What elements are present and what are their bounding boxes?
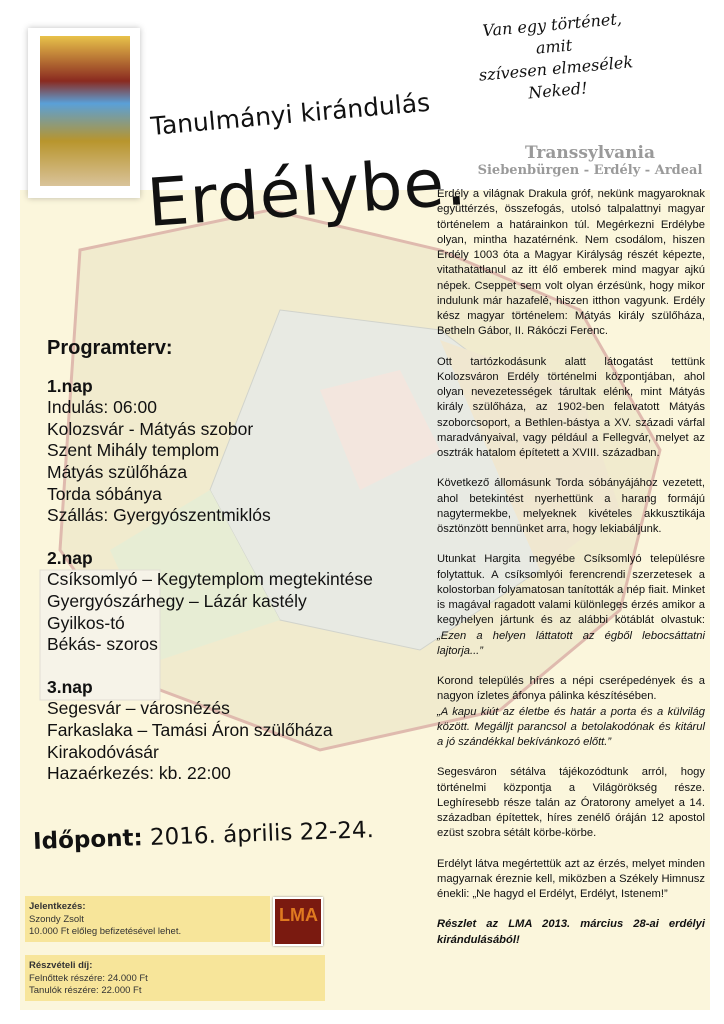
lma-logo <box>273 897 323 946</box>
program-item: Kolozsvár - Mátyás szobor <box>47 418 254 439</box>
story-paragraph: Következő állomásunk Torda sóbányájához vezetett, ahol betekintést nyerhettünk a harang formájú nagytermekbe, melyeknek kivételes akkusztikája ösztönzött bennünket arra, hogy lekiabáljunk. <box>437 477 705 535</box>
story-paragraph: Erdélyt látva megértettük azt az érzés, melyet minden magyarnak éreznie kell, miközben a Székely Himnusz énekli: „Ne hagyd el Erdélyt, Erdélyt, Istenem!” <box>437 857 705 900</box>
story-closing: Részlet az LMA 2013. március 28-ai erdélyi kirándulásából! <box>437 918 705 946</box>
headline: Tanulmányi kirándulás <box>149 87 432 141</box>
registration-line: 10.000 Ft előleg befizetésével lehet. <box>29 926 182 937</box>
program-item: Mátyás szülőháza <box>47 461 188 482</box>
program-item: Farkaslaka – Tamási Áron szülőháza <box>47 719 333 740</box>
story-quote: „A kapu kiút az életbe és határ a porta és a külvilág között. Megálljt parancsol a betolakodónak és kitárul a jó szándékkal bekívánkozó előtt.” <box>437 705 705 748</box>
story-paragraph: Segesváron sétálva tájékozódtunk arról, hogy történelmi központja a Világörökség része. Leghíresebb része talán az Óratorony amelyet a 14. században építettek, híres zenélő óráján 12 apostol ezüst szobra sétált körbe-körbe. <box>437 766 705 840</box>
fee-title: Részvételi díj: <box>29 960 93 971</box>
map-title-main: Transsylvania <box>525 143 655 163</box>
program-item: Indulás: 06:00 <box>47 397 157 418</box>
story-paragraph <box>437 552 705 659</box>
registration-line: Szondy Zsolt <box>29 913 84 925</box>
tagline <box>447 5 664 111</box>
program-item: Szent Mihály templom <box>47 440 220 461</box>
story-paragraph: Ott tartózkodásunk alatt látogatást tettünk Kolozsváron Erdély történelmi központjában, ahol olyan nevezetességek tárultak elénk, mint Mátyás király szülőháza, az 1902-ben felavatott Mátyás szoborcsoport, a Bethlen-bástya a XV. századi várfal maradványaival, vagy például a Fellegvár, melyet az osztrák hatalom építetett a XVIII. században. <box>437 355 705 459</box>
day-label: 2.nap <box>47 547 93 568</box>
fee-box <box>25 955 325 1001</box>
day-label: 1.nap <box>47 375 93 396</box>
day-label: 3.nap <box>47 676 93 697</box>
map-title <box>475 143 705 178</box>
lma-logo-text: LMA <box>279 905 318 925</box>
main-title: Erdélybe. <box>144 142 470 242</box>
program-item: Békás- szoros <box>47 634 158 655</box>
story-quote: „Ezen a helyen láttatott az égből lebocsáttatni lajtorja...” <box>437 629 705 657</box>
program-heading: Programterv: <box>47 337 173 359</box>
tagline-line-4: Neked! <box>527 78 589 103</box>
tagline-line-2: amit <box>535 35 573 58</box>
registration-title: Jelentkezés: <box>29 901 86 912</box>
fee-line: Felnőttek részére: 24.000 Ft <box>29 972 148 984</box>
program-item: Szállás: Gyergyószentmiklós <box>47 505 271 526</box>
program-item: Hazaérkezés: kb. 22:00 <box>47 763 231 784</box>
program-item: Segesvár – városnézés <box>47 698 230 719</box>
date-label: Időpont: <box>32 825 144 855</box>
registration-box <box>25 896 270 942</box>
story-column <box>437 187 705 963</box>
story-paragraph <box>437 674 705 750</box>
story-text: Utunkat Hargita megyébe Csíksomlyó településre folytattuk. A csíksomlyói ferencrendi szerzetesek a kolostorban folyamatosan tanították a nép fiait. Minket is magával ragadott valami különleges érzés amikor a kegyhelyen jártunk és az alábbi kötáblát olvastuk: <box>437 553 705 627</box>
program-item: Torda sóbánya <box>47 483 162 504</box>
story-text: Korond település híres a népi cserépedények és a nagyon ízletes áfonya pálinka készítésében. <box>437 675 705 703</box>
fee-line: Tanulók részére: 22.000 Ft <box>29 985 142 996</box>
program-section <box>47 338 373 785</box>
program-item: Csíksomlyó – Kegytemplom megtekintése <box>47 569 373 590</box>
story-paragraph: Erdély a világnak Drakula gróf, nekünk magyaroknak együttérzés, összefogás, utolsó talpalattnyi magyar történelem a határainkon túl. Megérkezni Erdélybe olyan, mintha hazatérnénk. Nem csodálom, hiszen Erdély 1003 óta a Magyar Királyság részét képezte, vitathatatlanul az itt élő emberek mind magyar ajkú népek. Cseppet sem volt olyan érzésünk, hogy mikor indulunk már hazafelé, hiszen itthon vagyunk. Erdély kész magyar történelem: Mátyás király szülőháza, Betheln Gábor, II. Rákóczi Ferenc. <box>437 188 705 338</box>
tagline-line-1: Van egy történet, <box>481 9 623 41</box>
coat-of-arms-card <box>28 28 140 198</box>
map-subtitle: Siebenbürgen - Erdély - Ardeal <box>477 163 703 178</box>
program-item: Gyergyószárhegy – Lázár kastély <box>47 590 307 611</box>
tagline-line-3: szívesen elmesélek <box>478 52 634 85</box>
date-value: 2016. április 22-24. <box>149 817 375 851</box>
program-item: Gyilkos-tó <box>47 612 125 633</box>
program-item: Kirakodóvásár <box>47 741 159 762</box>
coat-of-arms-image <box>40 36 130 186</box>
